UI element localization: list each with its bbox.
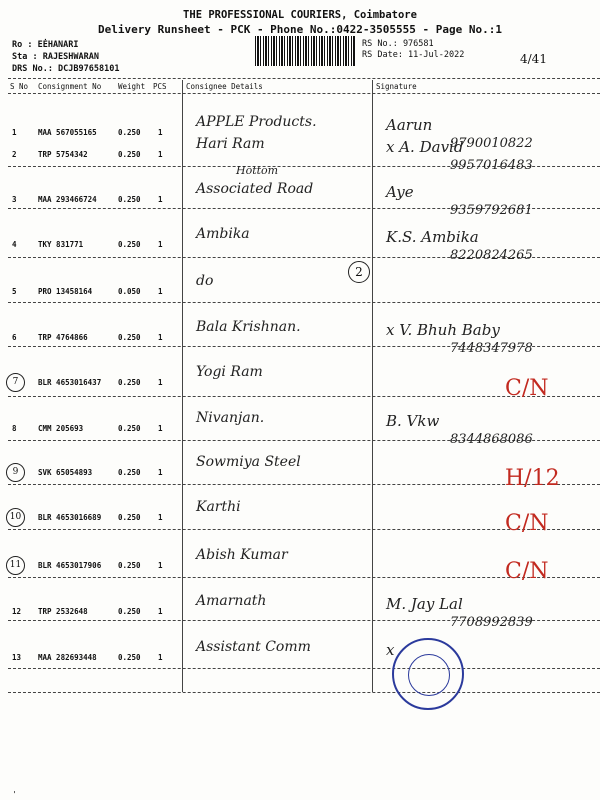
- consignment-number: MAA 567055165: [38, 128, 97, 137]
- signature-handwriting: M. Jay Lal: [386, 595, 463, 613]
- row-sno: 12: [12, 607, 22, 616]
- consignment-number: BLR 4653016437: [38, 378, 102, 387]
- status-mark: C/N: [505, 511, 549, 536]
- row-sno: 1: [12, 128, 17, 137]
- row-pcs: 1: [158, 468, 163, 477]
- footer-mark: ': [12, 790, 17, 799]
- consignee-handwriting: Yogi Ram: [196, 364, 263, 380]
- col-header-sno: S No: [10, 82, 29, 91]
- consignee-handwriting: Abish Kumar: [196, 547, 288, 563]
- consignee-handwriting: Nivanjan.: [196, 410, 265, 426]
- row-weight: 0.250: [118, 333, 141, 342]
- col-header-weight: Weight: [118, 82, 146, 91]
- sno-circle: 9: [6, 463, 25, 482]
- signature-handwriting: Aye: [386, 183, 414, 201]
- row-pcs: 1: [158, 240, 163, 249]
- phone-handwriting: 9790010822: [450, 136, 533, 151]
- signature-handwriting: B. Vkw: [386, 412, 440, 430]
- status-mark: C/N: [505, 376, 549, 401]
- phone-handwriting: 7448347978: [450, 341, 533, 356]
- consignment-number: CMM 205693: [38, 424, 84, 433]
- staff-field: Sta : RAJESHWARAN: [12, 52, 99, 62]
- col-header-pcs: PCS: [153, 82, 167, 91]
- row-sno: 2: [12, 150, 17, 159]
- consignment-number: SVK 65054893: [38, 468, 93, 477]
- row-pcs: 1: [158, 195, 163, 204]
- phone-handwriting: 9359792681: [450, 203, 533, 218]
- col-header-signature: Signature: [376, 82, 417, 91]
- row-pcs: 1: [158, 150, 163, 159]
- row-sno: 3: [12, 195, 17, 204]
- row-rule: [8, 302, 600, 303]
- consignee-handwriting: Hari Ram: [196, 136, 265, 152]
- consignee-handwriting-extra: Hottom: [236, 164, 279, 177]
- sno-circle: 7: [6, 373, 25, 392]
- row-pcs: 1: [158, 607, 163, 616]
- table-top-rule: [8, 78, 600, 79]
- consignment-number: TKY 831771: [38, 240, 84, 249]
- row-weight: 0.250: [118, 240, 141, 249]
- row-pcs: 1: [158, 128, 163, 137]
- row-weight: 0.250: [118, 561, 141, 570]
- consignee-handwriting: Ambika: [196, 226, 250, 242]
- signature-handwriting: x V. Bhuh Baby: [386, 321, 500, 339]
- row-pcs: 1: [158, 653, 163, 662]
- row-weight: 0.250: [118, 513, 141, 522]
- consignee-handwriting: do: [196, 273, 214, 289]
- row-weight: 0.250: [118, 653, 141, 662]
- signature-handwriting: x: [386, 641, 395, 659]
- row-sno: 8: [12, 424, 17, 433]
- row-weight: 0.250: [118, 128, 141, 137]
- row-pcs: 1: [158, 513, 163, 522]
- corner-note: 4/41: [520, 52, 547, 66]
- row-pcs: 1: [158, 287, 163, 296]
- row-sno: 6: [12, 333, 17, 342]
- col-header-consignment: Consignment No: [38, 82, 102, 91]
- sno-circle: 10: [6, 508, 25, 527]
- consignee-handwriting: APPLE Products.: [196, 114, 317, 130]
- row-weight: 0.250: [118, 195, 141, 204]
- consignee-handwriting: Associated Road: [196, 181, 314, 197]
- row-weight: 0.250: [118, 468, 141, 477]
- route-field: Ro : EĖHANARI: [12, 40, 79, 50]
- col-header-consignee: Consignee Details: [186, 82, 263, 91]
- row-weight: 0.250: [118, 424, 141, 433]
- row-pcs: 1: [158, 378, 163, 387]
- column-divider-consignee: [182, 80, 183, 692]
- rs-number: RS No.: 976581: [362, 39, 434, 49]
- row-pcs: 1: [158, 424, 163, 433]
- rs-date: RS Date: 11-Jul-2022: [362, 50, 465, 60]
- phone-handwriting: 8220824265: [450, 248, 533, 263]
- row-weight: 0.250: [118, 607, 141, 616]
- row-rule: [8, 668, 600, 669]
- row-sno: 13: [12, 653, 22, 662]
- reference-circle: 2: [348, 261, 370, 283]
- phone-handwriting: 9957016483: [450, 158, 533, 173]
- consignee-handwriting: Bala Krishnan.: [196, 319, 301, 335]
- signature-handwriting: x A. David: [386, 138, 464, 156]
- phone-handwriting: 8344868086: [450, 432, 533, 447]
- header-rule: [8, 93, 600, 94]
- consignee-handwriting: Assistant Comm: [196, 639, 311, 655]
- signature-handwriting: Aarun: [386, 116, 433, 134]
- row-sno: 5: [12, 287, 17, 296]
- runsheet-title: Delivery Runsheet - PCK - Phone No.:0422-3505555 - Page No.:1: [98, 23, 502, 36]
- consignment-number: PRO 13458164: [38, 287, 93, 296]
- phone-handwriting: 7708992839: [450, 615, 533, 630]
- signature-handwriting: K.S. Ambika: [386, 228, 479, 246]
- consignment-number: BLR 4653016689: [38, 513, 102, 522]
- consignee-handwriting: Karthi: [196, 499, 241, 515]
- status-mark: H/12: [505, 466, 560, 491]
- status-mark: C/N: [505, 559, 549, 584]
- company-title: THE PROFESSIONAL COURIERS, Coimbatore: [183, 9, 417, 21]
- consignment-number: TRP 4764866: [38, 333, 88, 342]
- row-weight: 0.250: [118, 150, 141, 159]
- consignee-handwriting: Sowmiya Steel: [196, 454, 301, 470]
- barcode: [255, 36, 356, 66]
- row-weight: 0.050: [118, 287, 141, 296]
- consignee-handwriting: Amarnath: [196, 593, 267, 609]
- delivery-stamp: [392, 638, 464, 710]
- consignment-number: TRP 2532648: [38, 607, 88, 616]
- row-rule: [8, 692, 600, 693]
- sno-circle: 11: [6, 556, 25, 575]
- drs-number: DRS No.: DCJB97658101: [12, 64, 120, 74]
- row-pcs: 1: [158, 333, 163, 342]
- consignment-number: TRP 5754342: [38, 150, 88, 159]
- consignment-number: BLR 4653017906: [38, 561, 102, 570]
- row-weight: 0.250: [118, 378, 141, 387]
- consignment-number: MAA 282693448: [38, 653, 97, 662]
- consignment-number: MAA 293466724: [38, 195, 97, 204]
- row-sno: 4: [12, 240, 17, 249]
- row-pcs: 1: [158, 561, 163, 570]
- column-divider-signature: [372, 80, 373, 692]
